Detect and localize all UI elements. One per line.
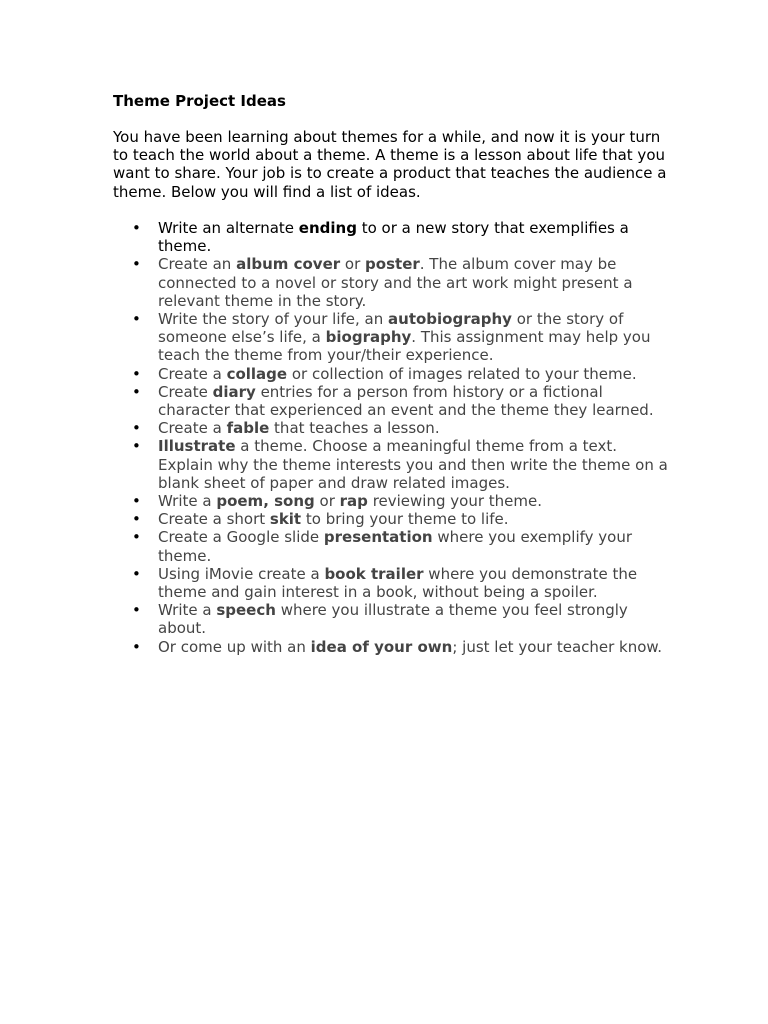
idea-keyword: fable [226,419,270,438]
list-item [113,510,673,528]
list-item [113,601,673,637]
idea-text: to or a new story that exemplifies a theme. [158,219,629,256]
bullet-icon: • [132,528,141,547]
idea-text: Create a [158,364,227,383]
idea-keyword: speech [216,601,276,620]
idea-keyword: rap [339,492,368,511]
list-item [113,383,673,419]
idea-keyword: idea of your own [310,637,453,656]
idea-text: a theme. Choose a meaningful theme from a text. Explain why the theme interests you and then write the theme on a blank sheet of paper and draw related images. [158,437,668,492]
idea-text: Or come up with an [158,637,311,656]
idea-text: to bring your theme to life. [301,510,509,529]
bullet-icon: • [132,219,141,237]
list-item [113,437,673,492]
idea-text: or [314,492,340,511]
bullet-icon: • [132,382,141,401]
idea-text: Create a short [158,510,270,529]
idea-text: . The album cover may be connected to a novel or story and the art work might present a relevant theme in the story. [158,255,633,310]
idea-text: that teaches a lesson. [269,419,440,438]
idea-text: . This assignment may help you teach the theme from your/their experience. [158,328,651,365]
document-title: Theme Project Ideas [113,92,286,110]
list-item [113,528,673,564]
idea-keyword: biography [325,328,412,347]
bullet-icon: • [132,510,141,529]
list-item [113,365,673,383]
list-item [113,255,673,310]
idea-keyword: diary [212,382,256,401]
bullet-icon: • [132,637,141,656]
bullet-icon: • [132,564,141,583]
intro-paragraph: You have been learning about themes for a while, and now it is your turn to teach the world about a theme. A theme is a lesson about life that you want to share. Your job is to create a product that teaches the audience a theme. Below you will find a list of ideas. [113,128,667,201]
idea-text: Create a [158,419,227,438]
idea-text: Using iMovie create a [158,564,325,583]
idea-text: Write a [158,601,217,620]
idea-text: or collection of images related to your theme. [287,364,637,383]
bullet-icon: • [132,492,141,511]
idea-keyword: collage [226,364,288,383]
idea-text: Write the story of your life, an [158,310,389,329]
idea-text: reviewing your theme. [367,492,542,511]
idea-text: Create [158,382,213,401]
idea-text: Write an alternate [158,219,299,237]
idea-keyword: ending [298,219,357,237]
idea-keyword: Illustrate [158,437,236,456]
list-item [113,565,673,601]
idea-keyword: poster [365,255,420,274]
list-item [113,492,673,510]
idea-text: where you illustrate a theme you feel strongly about. [158,601,628,638]
idea-keyword: presentation [323,528,433,547]
idea-text: ; just let your teacher know. [452,637,663,656]
idea-text: where you demonstrate the theme and gain interest in a book, without being a spoiler. [158,564,638,602]
idea-text: Write a [158,492,217,511]
idea-keyword: poem, song [216,492,315,511]
bullet-icon: • [132,601,141,620]
idea-text: where you exemplify your theme. [158,528,632,565]
idea-keyword: autobiography [388,310,512,329]
idea-keyword: book trailer [324,564,424,583]
idea-text: Create a Google slide [158,528,324,547]
idea-text: or [340,255,366,274]
idea-keyword: skit [269,510,302,529]
bullet-icon: • [132,310,141,329]
list-item [113,419,673,437]
list-item [113,219,673,255]
bullet-icon: • [132,437,141,456]
ideas-list [113,219,673,656]
idea-text: Create an [158,255,237,274]
idea-text: or the story of someone else’s life, a [158,310,624,347]
list-item [113,310,673,365]
bullet-icon: • [132,419,141,438]
idea-text: entries for a person from history or a fictional character that experienced an event and the theme they learned. [158,382,654,420]
bullet-icon: • [132,255,141,274]
bullet-icon: • [132,364,141,383]
idea-keyword: album cover [236,255,341,274]
list-item [113,638,673,656]
